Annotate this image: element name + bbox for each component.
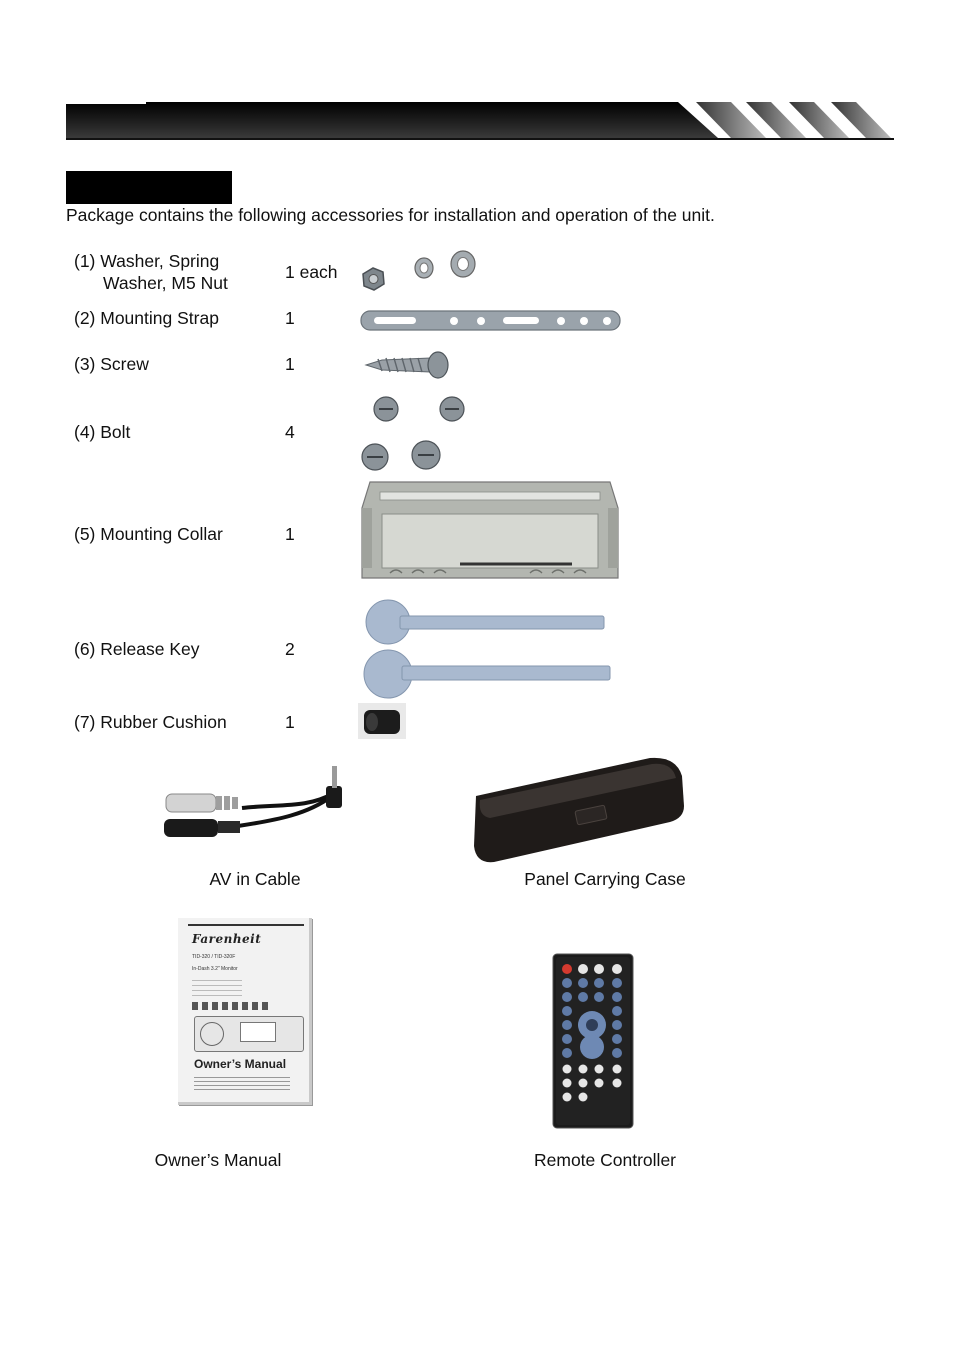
manual-title: Owner’s Manual bbox=[194, 1057, 287, 1071]
item-label-washer-line2: Washer, M5 Nut bbox=[103, 273, 228, 293]
item-qty-bolt: 4 bbox=[285, 422, 295, 442]
item-label-washer: (1) Washer, Spring bbox=[74, 251, 220, 271]
item-qty-mounting-collar: 1 bbox=[285, 524, 295, 544]
header-bar bbox=[66, 102, 894, 140]
remote-controller-image bbox=[552, 953, 634, 1129]
item-qty-washer: 1 each bbox=[285, 262, 338, 282]
item-qty-release-key: 2 bbox=[285, 639, 295, 659]
item-label-rubber-cushion: (7) Rubber Cushion bbox=[74, 712, 227, 732]
screw-image bbox=[362, 350, 452, 380]
av-cable-image bbox=[158, 764, 348, 848]
washer-nut-image bbox=[355, 246, 485, 298]
caption-carrying-case: Panel Carrying Case bbox=[524, 869, 686, 889]
item-qty-mounting-strap: 1 bbox=[285, 308, 295, 328]
caption-av-cable: AV in Cable bbox=[209, 869, 301, 889]
item-label-release-key: (6) Release Key bbox=[74, 639, 200, 659]
mounting-strap-image bbox=[360, 309, 622, 333]
carrying-case-image bbox=[470, 756, 688, 866]
manual-brand: Farenheit bbox=[192, 932, 262, 946]
manual-model: TID-320 / TID-320F bbox=[192, 954, 236, 960]
section-heading-box bbox=[66, 171, 232, 204]
rubber-cushion-image bbox=[358, 703, 406, 739]
manual-line: In-Dash 3.2" Monitor bbox=[192, 966, 238, 972]
item-label-screw: (3) Screw bbox=[74, 354, 149, 374]
bolts-image bbox=[356, 392, 476, 472]
release-keys-image bbox=[360, 596, 616, 702]
owners-manual-image bbox=[178, 918, 312, 1105]
caption-owners-manual: Owner’s Manual bbox=[154, 1150, 282, 1170]
caption-remote-controller: Remote Controller bbox=[534, 1150, 676, 1170]
item-label-mounting-strap: (2) Mounting Strap bbox=[74, 308, 219, 328]
item-label-mounting-collar: (5) Mounting Collar bbox=[74, 524, 223, 544]
intro-text: Package contains the following accessories for installation and operation of the unit. bbox=[66, 205, 715, 225]
item-qty-rubber-cushion: 1 bbox=[285, 712, 295, 732]
item-label-bolt: (4) Bolt bbox=[74, 422, 131, 442]
item-qty-screw: 1 bbox=[285, 354, 295, 374]
mounting-collar-image bbox=[360, 478, 628, 582]
